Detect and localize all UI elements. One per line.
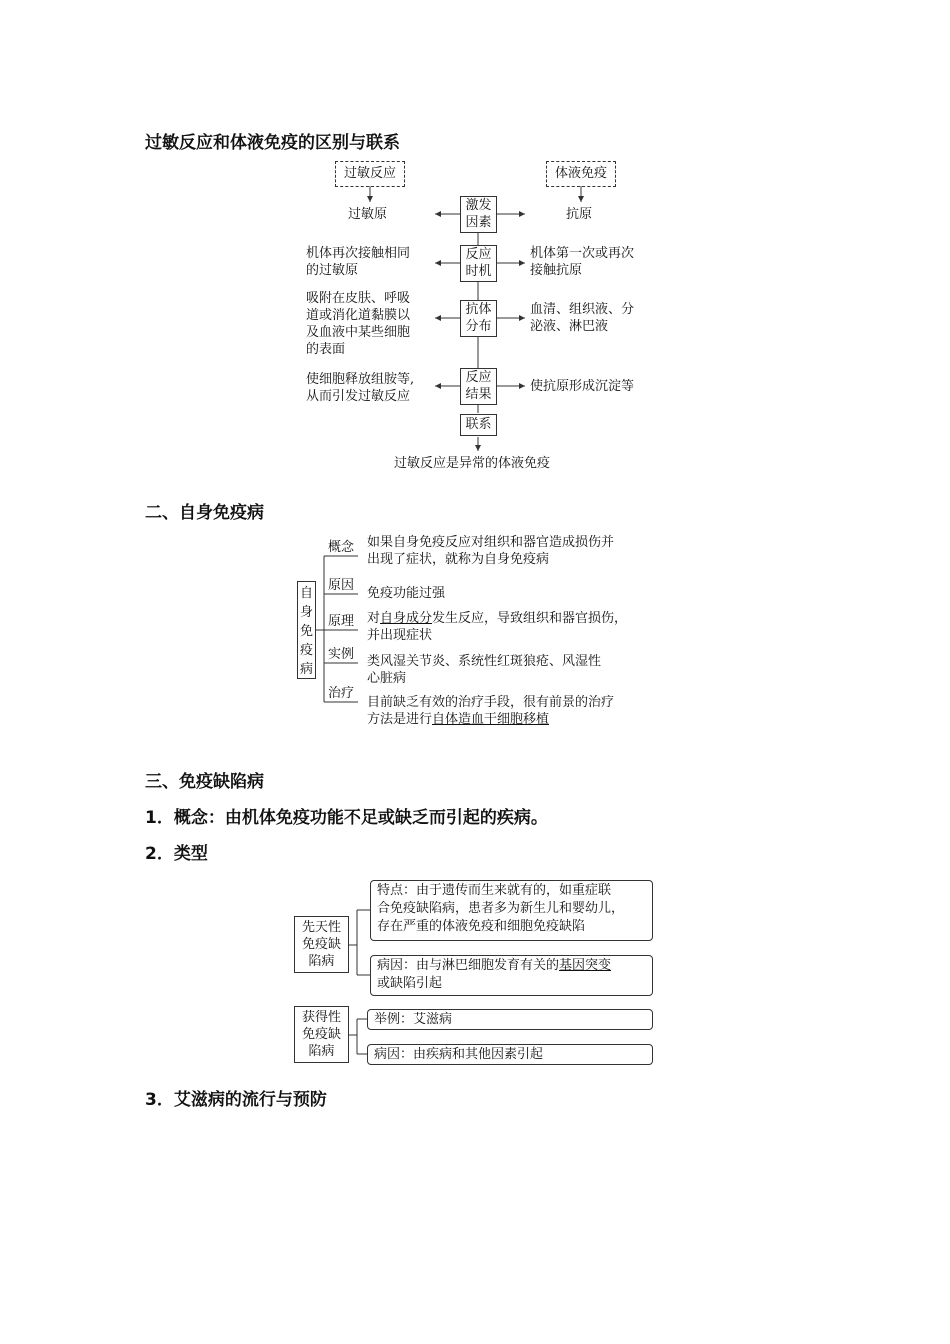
distribution-allergy: 吸附在皮肤、呼吸 道或消化道黏膜以 及血液中某些细胞 的表面: [306, 291, 411, 357]
label-trigger-box: 激发 因素: [460, 196, 497, 233]
label-concept: 概念: [328, 540, 355, 555]
link-text: 过敏反应是异常的体液免疫: [394, 456, 551, 471]
congenital-feature-box: 特点：由于遗传而生来就有的，如重症联 合免疫缺陷病，患者多为新生儿和婴幼儿， 存在严重的体液免疫和细胞免疫缺陷: [370, 880, 653, 941]
label-result-box: 反应 结果: [460, 368, 497, 405]
label-treatment: 治疗: [328, 686, 355, 701]
section1-title: 过敏反应和体液免疫的区别与联系: [145, 133, 400, 153]
timing-humoral: 机体第一次或再次 接触抗原: [530, 246, 635, 278]
autoimmune-examples: 类风湿关节炎、系统性红斑狼疮、风湿性 心脏病: [367, 654, 602, 686]
autoimmune-principle: 对自身成分发生反应，导致组织和器官损伤， 并出现症状: [367, 611, 628, 643]
label-examples: 实例: [328, 647, 355, 662]
trigger-humoral: 抗原: [566, 207, 593, 222]
congenital-label-box: 先天性 免疫缺 陷病: [294, 916, 349, 973]
concept-line: 1．概念：由机体免疫功能不足或缺乏而引起的疾病。: [145, 808, 548, 828]
result-allergy: 使细胞释放组胺等, 从而引发过敏反应: [306, 372, 415, 404]
humoral-header-box: 体液免疫: [546, 161, 616, 187]
autoimmune-root-box: 自 身 免 疫 病: [297, 581, 316, 679]
timing-allergy: 机体再次接触相同 的过敏原: [306, 246, 411, 278]
link-label-box: 联系: [460, 414, 497, 436]
acquired-label-box: 获得性 免疫缺 陷病: [294, 1006, 349, 1063]
congenital-cause-box: 病因：由与淋巴细胞发育有关的基因突变 或缺陷引起: [370, 955, 653, 996]
distribution-humoral: 血清、组织液、分 泌液、淋巴液: [530, 302, 635, 334]
label-cause: 原因: [328, 578, 355, 593]
label-principle: 原理: [328, 614, 355, 629]
section3-title: 三、免疫缺陷病: [145, 772, 264, 792]
result-humoral: 使抗原形成沉淀等: [530, 379, 635, 394]
trigger-allergy: 过敏原: [348, 207, 388, 222]
label-timing-box: 反应 时机: [460, 245, 497, 282]
label-distribution-box: 抗体 分布: [460, 300, 497, 337]
acquired-cause-box: 病因：由疾病和其他因素引起: [367, 1044, 653, 1065]
section2-title: 二、自身免疫病: [145, 503, 264, 523]
autoimmune-concept: 如果自身免疫反应对组织和器官造成损伤并 出现了症状，就称为自身免疫病: [367, 535, 615, 567]
acquired-example-box: 举例：艾滋病: [367, 1009, 653, 1030]
allergy-header-box: 过敏反应: [335, 161, 405, 187]
autoimmune-cause: 免疫功能过强: [367, 586, 446, 601]
aids-line: 3．艾滋病的流行与预防: [145, 1090, 327, 1110]
types-line: 2．类型: [145, 844, 208, 864]
autoimmune-treatment: 目前缺乏有效的治疗手段，很有前景的治疗 方法是进行自体造血干细胞移植: [367, 695, 615, 727]
